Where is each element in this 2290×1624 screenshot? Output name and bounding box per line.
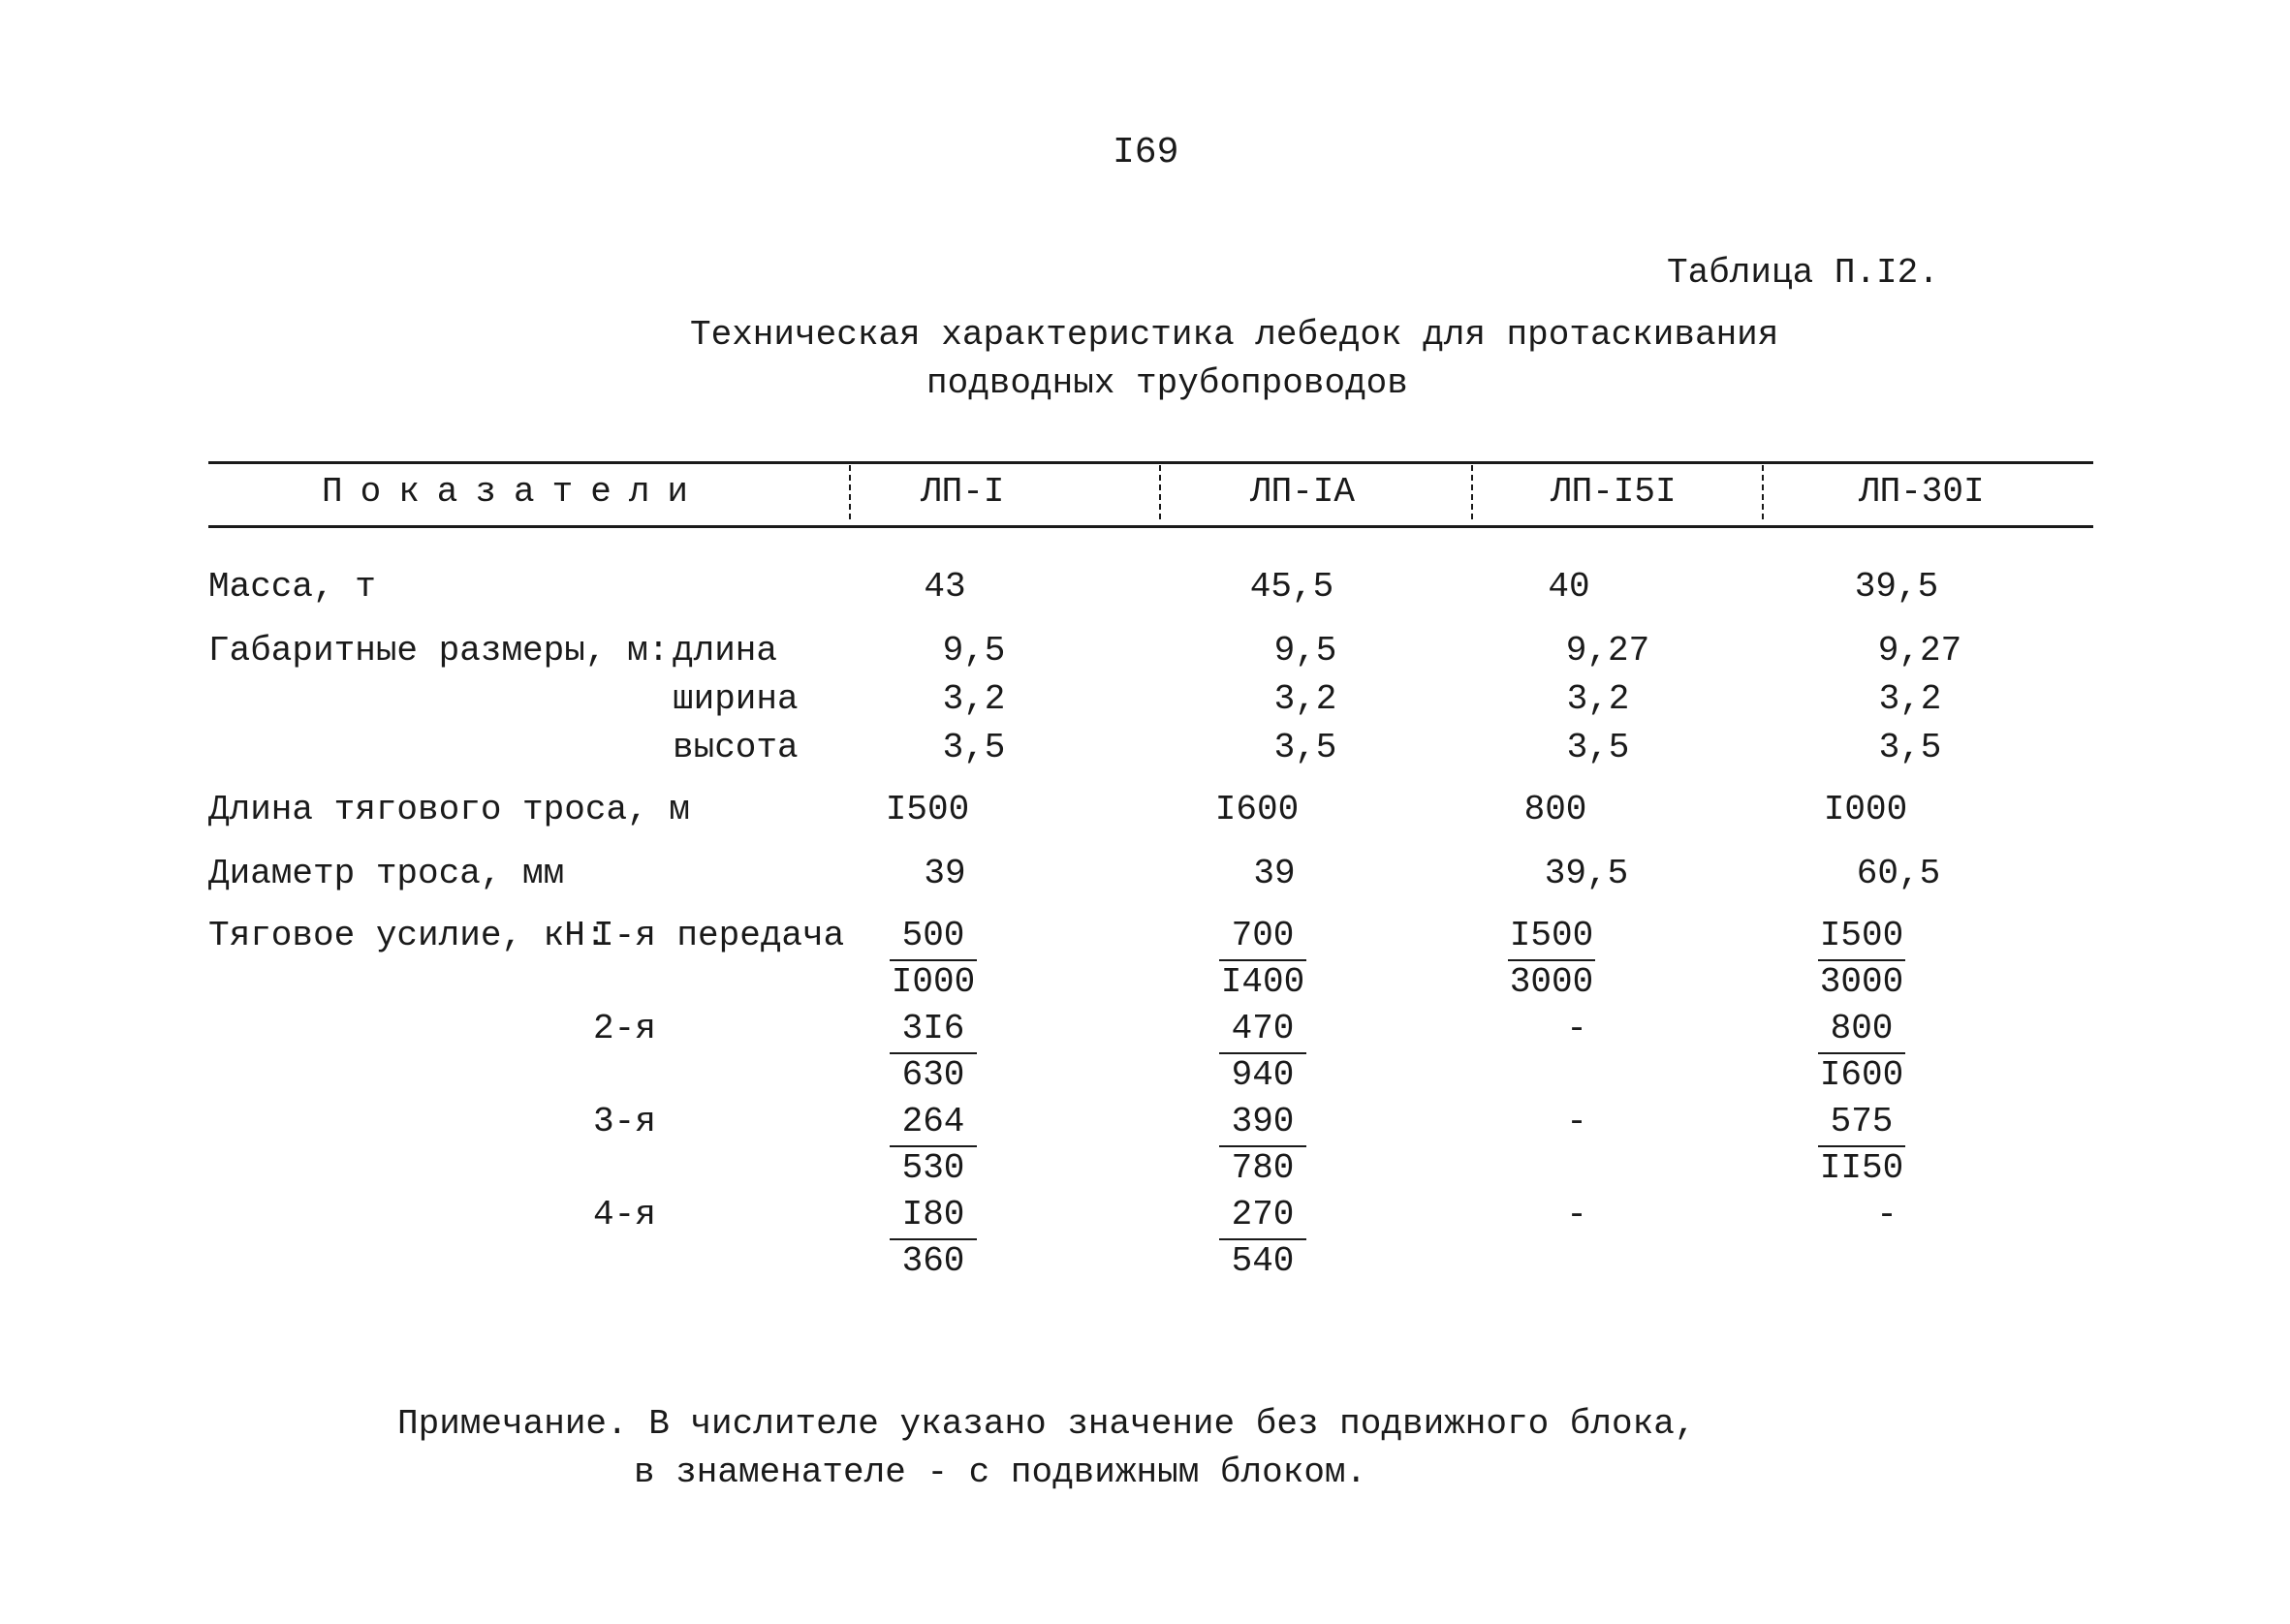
fraction-cell xyxy=(880,1103,987,1188)
fraction-numerator: 270 xyxy=(1219,1196,1306,1240)
table-label: Таблица П.I2. xyxy=(1667,253,1939,293)
header-col-lp1: ЛП-I xyxy=(921,472,1005,512)
fraction-denominator: I600 xyxy=(1819,1055,1904,1095)
fraction-denominator: I000 xyxy=(891,962,976,1002)
fraction-numerator: 575 xyxy=(1818,1103,1905,1147)
header-top-rule xyxy=(208,461,2093,464)
empty-dash: - xyxy=(1566,1009,1587,1048)
fraction-denominator: 940 xyxy=(1231,1055,1295,1095)
cell-value: 39 xyxy=(1253,854,1296,893)
fraction-numerator: 390 xyxy=(1219,1103,1306,1147)
row-sublabel-length: длина xyxy=(673,631,778,671)
fraction-numerator: 500 xyxy=(890,917,977,961)
fraction-cell xyxy=(880,917,987,1002)
row-label-rope-diameter: Диаметр троса, мм xyxy=(208,854,565,893)
row-label-mass: Масса, т xyxy=(208,567,376,607)
row-sublabel-gear4: 4-я xyxy=(593,1195,656,1234)
row-sublabel-width: ширина xyxy=(673,679,799,719)
fraction-cell xyxy=(1808,1010,1915,1095)
fraction-denominator: I400 xyxy=(1220,962,1305,1002)
cell-value: 45,5 xyxy=(1249,567,1334,607)
fraction-cell xyxy=(1209,1010,1316,1095)
fraction-numerator: 800 xyxy=(1818,1010,1905,1054)
cell-value: 3,2 xyxy=(942,679,1006,719)
cell-value: 3,5 xyxy=(1566,728,1630,767)
fraction-numerator: I500 xyxy=(1818,917,1905,961)
header-separator xyxy=(1471,465,1473,519)
fraction-denominator: 630 xyxy=(901,1055,965,1095)
cell-value: I500 xyxy=(885,790,970,829)
cell-value: 800 xyxy=(1523,790,1587,829)
fraction-cell xyxy=(880,1010,987,1095)
cell-value: 9,27 xyxy=(1877,631,1962,671)
header-separator xyxy=(1762,465,1764,519)
header-col-lp301: ЛП-30I xyxy=(1859,472,1985,512)
fraction-denominator: II50 xyxy=(1819,1148,1904,1188)
cell-value: 43 xyxy=(924,567,966,607)
fraction-cell xyxy=(1209,1196,1316,1281)
row-sublabel-gear1: I-я передача xyxy=(593,916,845,955)
fraction-cell xyxy=(1808,1103,1915,1188)
header-indicators: Показатели xyxy=(322,472,706,512)
cell-value: 39 xyxy=(924,854,966,893)
fraction-numerator: 3I6 xyxy=(890,1010,977,1054)
fraction-cell xyxy=(1808,917,1915,1002)
fraction-numerator: 264 xyxy=(890,1103,977,1147)
fraction-numerator: I80 xyxy=(890,1196,977,1240)
fraction-numerator: I500 xyxy=(1508,917,1595,961)
cell-value: 9,27 xyxy=(1565,631,1650,671)
row-sublabel-gear3: 3-я xyxy=(593,1102,656,1141)
note-line2: в знаменателе - с подвижным блоком. xyxy=(634,1452,1367,1492)
row-sublabel-height: высота xyxy=(673,728,799,767)
row-sublabel-gear2: 2-я xyxy=(593,1009,656,1048)
cell-value: 3,2 xyxy=(1273,679,1337,719)
empty-dash: - xyxy=(1876,1195,1898,1234)
header-col-lp151: ЛП-I5I xyxy=(1551,472,1677,512)
table-title-line2: подводных трубопроводов xyxy=(926,363,1408,403)
fraction-denominator: 3000 xyxy=(1819,962,1904,1002)
fraction-cell xyxy=(1209,917,1316,1002)
cell-value: 3,2 xyxy=(1878,679,1942,719)
cell-value: 60,5 xyxy=(1856,854,1941,893)
cell-value: 40 xyxy=(1548,567,1590,607)
cell-value: 3,2 xyxy=(1566,679,1630,719)
fraction-numerator: 700 xyxy=(1219,917,1306,961)
page-number: I69 xyxy=(1113,132,1179,173)
cell-value: 3,5 xyxy=(1273,728,1337,767)
fraction-cell xyxy=(1498,917,1605,1002)
header-col-lp1a: ЛП-IА xyxy=(1250,472,1356,512)
fraction-cell xyxy=(880,1196,987,1281)
header-bottom-rule xyxy=(208,525,2093,528)
empty-dash: - xyxy=(1566,1195,1587,1234)
fraction-denominator: 780 xyxy=(1231,1148,1295,1188)
row-label-dimensions: Габаритные размеры, м: xyxy=(208,631,670,671)
table-title-line1: Техническая характеристика лебедок для протаскивания xyxy=(690,315,1779,355)
cell-value: 9,5 xyxy=(1273,631,1337,671)
fraction-denominator: 360 xyxy=(901,1241,965,1281)
cell-value: 9,5 xyxy=(942,631,1006,671)
cell-value: 3,5 xyxy=(942,728,1006,767)
header-separator xyxy=(1159,465,1161,519)
cell-value: 39,5 xyxy=(1854,567,1939,607)
cell-value: I000 xyxy=(1823,790,1908,829)
fraction-denominator: 530 xyxy=(901,1148,965,1188)
note-line1: Примечание. В числителе указано значение без подвижного блока, xyxy=(397,1404,1696,1444)
fraction-denominator: 540 xyxy=(1231,1241,1295,1281)
cell-value: 3,5 xyxy=(1878,728,1942,767)
header-separator xyxy=(849,465,851,519)
fraction-cell xyxy=(1209,1103,1316,1188)
fraction-denominator: 3000 xyxy=(1509,962,1594,1002)
cell-value: 39,5 xyxy=(1544,854,1629,893)
row-label-traction: Тяговое усилие, кН: xyxy=(208,916,607,955)
row-label-rope-length: Длина тягового троса, м xyxy=(208,790,690,829)
fraction-numerator: 470 xyxy=(1219,1010,1306,1054)
empty-dash: - xyxy=(1566,1102,1587,1141)
cell-value: I600 xyxy=(1214,790,1300,829)
